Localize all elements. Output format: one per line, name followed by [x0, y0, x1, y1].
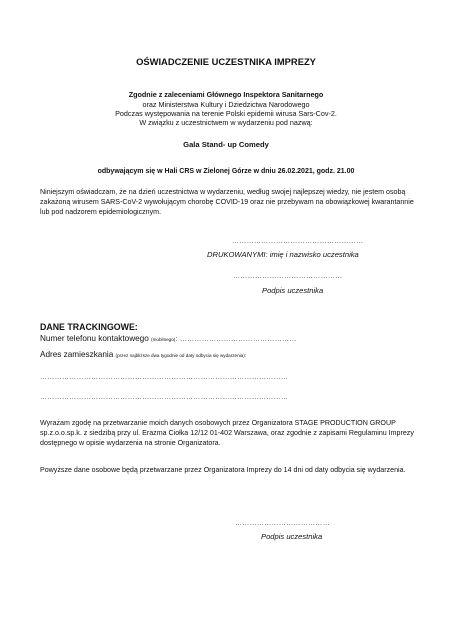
signature-line-1[interactable]: ……………………………………… [233, 273, 343, 280]
address-input-line-2[interactable]: ………………………………………………………………………………………… [40, 394, 289, 401]
address-field-row [40, 350, 246, 359]
consent-text: Wyrażam zgodę na przetwarzanie moich danych osobowych przez Organizatora STAGE PRODUCTION GROUP sp.z.o.o.sp.k. z siedzibą przy ul. Erazma Ciołka 12/12 01-402 Warszawa, oraz zgodnie z zapisami Regulaminu Imprezy dostępnego w opisie wydarzenia na stronie Organizatora. [40, 419, 414, 447]
header-line-3: Podczas występowania na terenie Polski epidemii wirusa Sars-Cov-2. [115, 109, 337, 118]
name-signature-label: DRUKOWANYMI: imię i nazwisko uczestnika [207, 250, 359, 259]
event-venue: odbywającym się w Hali CRS w Zielonej Górze w dniu 26.02.2021, godz. 21.00 [97, 168, 355, 175]
header-line-1: Zgodnie z zaleceniami Głównego Inspektora Sanitarnego [128, 90, 324, 99]
header-line-2: oraz Ministerstwa Kultury i Dziedzictwa Narodowego [142, 100, 310, 109]
address-label: Adres zamieszkania [40, 350, 114, 359]
address-note: (przez najbliższe dwa tygodnie od daty odbycia się wydarzenia): [115, 353, 247, 358]
phone-field-row [40, 334, 297, 343]
document-title: OŚWIADCZENIE UCZESTNIKA IMPREZY [136, 56, 316, 67]
signature-label-1: Podpis uczestnika [262, 286, 324, 295]
name-signature-line[interactable]: ……………………………………………… [232, 238, 364, 245]
phone-label: Numer telefonu kontaktowego [40, 334, 149, 343]
signature-line-2[interactable]: ………………………………… [235, 520, 330, 527]
address-input-line-1[interactable]: ………………………………………………………………………………………… [40, 374, 289, 381]
signature-label-2: Podpis uczestnika [261, 532, 323, 541]
phone-input[interactable]: : ………………………………………… [175, 336, 297, 343]
phone-note: (mobilnego) [151, 337, 176, 342]
tracking-heading: DANE TRACKINGOWE: [40, 322, 138, 332]
header-line-4: W związku z uczestnictwem w wydarzeniu pod nazwą: [139, 118, 313, 127]
retention-text: Powyższe dane osobowe będą przetwarzane przez Organizatora Imprezy do 14 dni od daty odbycia się wydarzenia. [40, 466, 406, 474]
event-name: Gala Stand- up Comedy [183, 140, 269, 149]
declaration-text: Niniejszym oświadczam, że na dzień uczestnictwa w wydarzeniu, według swojej najlepszej wiedzy, nie jestem osobą zakażoną wirusem SARS-CoV-2 wywołującym chorobę COVID-19 oraz nie przebywam na obowiązkowej kwarantannie lub pod nadzorem epidemiologicznym. [40, 188, 414, 216]
